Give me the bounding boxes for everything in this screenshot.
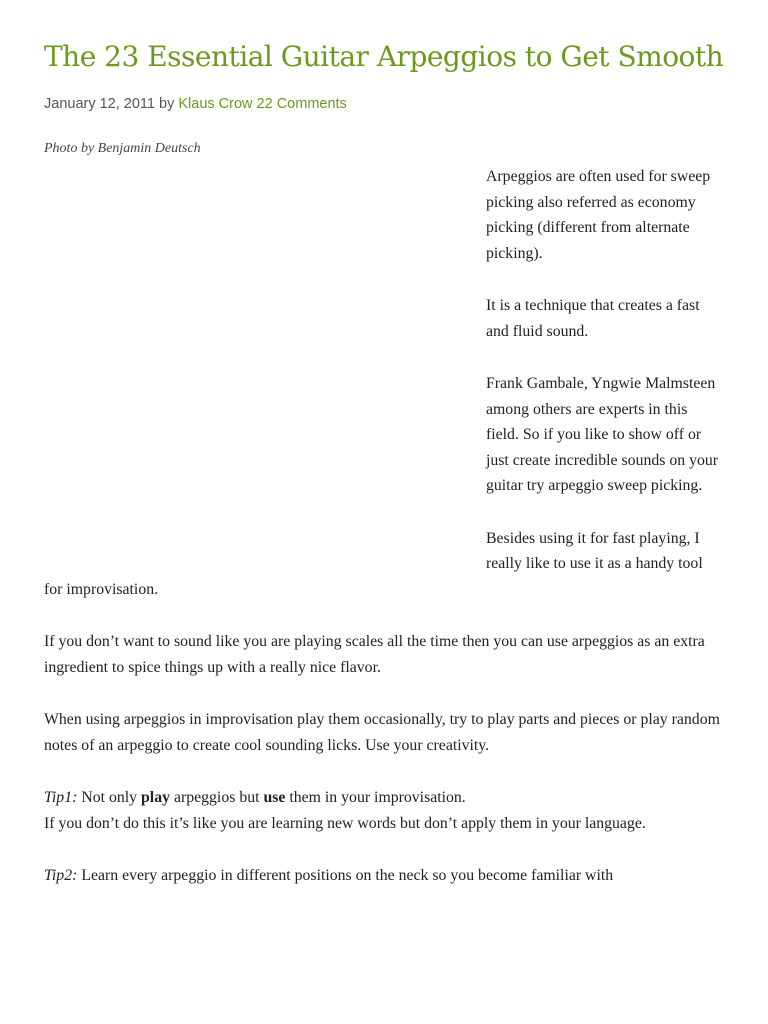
byline-by: by xyxy=(159,96,175,112)
tip-1-text-b: arpeggios but xyxy=(173,789,260,806)
tip-2-text: Learn every arpeggio in different positions on the neck so you become familiar with xyxy=(81,867,614,884)
tip-2-label: Tip2: xyxy=(44,867,78,884)
tip-1-text-a: Not only xyxy=(81,789,138,806)
author-link[interactable]: Klaus Crow xyxy=(178,96,253,112)
post-date: January 12, 2011 xyxy=(44,96,155,112)
photo-placeholder xyxy=(44,164,486,554)
article-body xyxy=(44,164,724,889)
article-title: The 23 Essential Guitar Arpeggios to Get Smooth xyxy=(44,40,724,73)
paragraph-5: If you don’t want to sound like you are playing scales all the time then you can use arpeggios as an extra ingredient to spice things up with a really nice flavor. xyxy=(44,633,705,676)
paragraph-6: When using arpeggios in improvisation play them occasionally, try to play parts and pieces or play random notes of an arpeggio to create cool sounding licks. Use your creativity. xyxy=(44,711,720,754)
tip-1-play-bold: play xyxy=(141,789,170,806)
tip-2 xyxy=(44,863,724,889)
tip-1-label: Tip1: xyxy=(44,789,78,806)
article-meta xyxy=(44,94,724,114)
paragraph-2: It is a technique that creates a fast and fluid sound. xyxy=(486,297,700,340)
paragraph-3: Frank Gambale, Yngwie Malmsteen among others are experts in this field. So if you like to show off or just create incredible sounds on your guitar try arpeggio sweep picking. xyxy=(486,375,719,494)
tip-1-line-2: If you don’t do this it’s like you are learning new words but don’t apply them in your language. xyxy=(44,814,646,832)
paragraph-4: Besides using it for fast playing, I really like to use it as a handy tool for improvisation. xyxy=(44,529,703,598)
comments-link[interactable]: 22 Comments xyxy=(256,96,347,112)
tip-1-text-c: them in your improvisation. xyxy=(289,789,466,806)
photo-credit: Photo by Benjamin Deutsch xyxy=(44,141,201,156)
tip-1 xyxy=(44,785,724,836)
tip-1-use-bold: use xyxy=(263,789,286,806)
paragraph-1: Arpeggios are often used for sweep picking also referred as economy picking (different from alternate picking). xyxy=(486,168,711,262)
